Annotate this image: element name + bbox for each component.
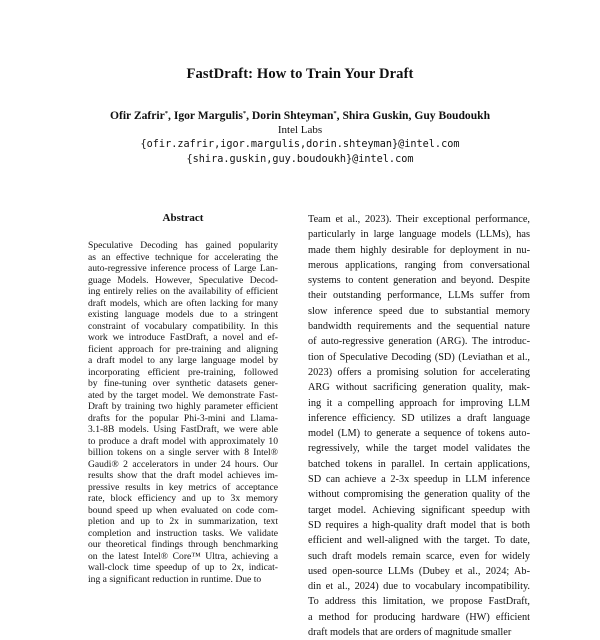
body-line: target model. Achieving significant speedup with (308, 504, 530, 516)
body-line: SD can achieve a 2-3x speedup in LLM inference (308, 474, 530, 486)
body-line: ARG without sacrificing generation quality, mak- (308, 382, 530, 394)
affiliation: Intel Labs (277, 124, 323, 136)
body-line: batched tokens in parallel. In certain applications, (308, 458, 530, 470)
abstract-line: completion and instruction tasks. We validate (88, 527, 278, 539)
abstract-line: pletion and up to 2x in summarization, text (88, 516, 278, 527)
abstract-line: draft models, which are often lacking for many (88, 297, 278, 309)
body-line: model (LM) to generate a sequence of tokens auto- (308, 428, 530, 440)
body-line: merous applications, ranging from conversational (308, 259, 530, 271)
introduction-text (308, 212, 530, 640)
abstract-line: rate, block efficiency and up to 3x memory (88, 493, 278, 504)
body-line: their outstanding performance, LLMs suffer from (308, 290, 530, 302)
abstract-line: work we introduce FastDraft, a novel and ef- (88, 332, 278, 343)
body-line: Team et al., 2023). Their exceptional performance, (308, 214, 530, 225)
author-name: Shira Guskin (342, 109, 409, 122)
abstract-line: incorporating efficient pre-training, followed (88, 366, 278, 378)
body-line: a method for producing hardware (HW) efficient (308, 611, 530, 623)
body-line: tion of Speculative Decoding (SD) (Leviathan et al., (308, 351, 530, 363)
body-line: used open-source LLMs (Dubey et al., 2024; Ab- (308, 565, 530, 577)
abstract-line: drafts for the popular Phi-3-mini and Llama- (88, 412, 278, 424)
abstract-line: guage Models. However, Speculative Decod- (88, 274, 278, 286)
abstract-line: ing entirely relies on the availability of efficient (88, 286, 278, 297)
body-line: 2023) offers a promising solution for accelerating (308, 366, 530, 378)
author-email: {ofir.zafrir,igor.margulis,dorin.shteyman}@intel.com (140, 139, 460, 150)
abstract-line: bound speed up when evaluated on code com- (88, 504, 278, 516)
abstract-line: ficient approach for pre-training and aligning (88, 343, 278, 355)
body-line: systems to content generation and beyond. Despite (308, 275, 530, 287)
abstract-text (88, 240, 278, 585)
body-line: draft models that are orders of magnitude smaller (308, 627, 512, 639)
equal-contribution-mark: * (242, 110, 247, 117)
paper-title: FastDraft: How to Train Your Draft (186, 66, 414, 82)
body-line: din et al., 2024) due to vocabulary incompatibility. (308, 581, 530, 593)
abstract-line: auto-regressive inference process of Large Lan- (88, 263, 278, 274)
abstract-line: pressive results in key metrics of acceptance (88, 481, 278, 493)
abstract-line: results show that the draft model achieves im- (88, 470, 278, 481)
abstract-line: a draft model to any large language model by (88, 355, 278, 366)
author-list: Ofir Zafrir*, Igor Margulis*, Dorin Shteyman*, Shira Guskin, Guy Boudoukh (109, 109, 491, 122)
body-line: To address this limitation, we propose FastDraft, (308, 596, 530, 608)
author-name: Igor Margulis (173, 109, 243, 122)
body-line: bandwidth requirements and the sequential nature (308, 321, 530, 333)
abstract-line: billion tokens on a single server with 8 Intel® (88, 447, 278, 458)
body-line: without compromising the generation quality of the (308, 489, 530, 501)
abstract-line: ated by the target model. We demonstrate Fast- (88, 389, 278, 401)
abstract-line: existing language models due to a stringent (88, 309, 278, 320)
abstract-line: to produce a draft model with approximately 10 (88, 435, 278, 447)
body-line: made them highly desirable for deployment in nu- (308, 244, 530, 256)
abstract-line: by fine-tuning over synthetic datasets gener- (88, 378, 278, 389)
abstract-line: on the latest Intel® Core™ Ultra, achieving a (88, 550, 278, 562)
equal-contribution-mark: * (333, 110, 337, 117)
abstract-heading: Abstract (162, 212, 204, 224)
abstract-line: Gaudi® 2 accelerators in under 24 hours. Our (88, 458, 278, 470)
body-line: of auto-regressive generation (ARG). The introduc- (308, 336, 530, 348)
body-line: regressively, while the target model validates the (308, 443, 530, 455)
body-line: inference efficiency. SD utilizes a draft language (308, 412, 530, 424)
body-line: such draft models remain scarce, even for widely (308, 550, 530, 562)
abstract-line: constraint of vocabulary compatibility. In this (88, 320, 278, 332)
author-name: Dorin Shteyman (251, 109, 334, 122)
abstract-line: as an effective technique for accelerating the (88, 251, 278, 263)
abstract-line: our theoretical findings through benchmarking (88, 539, 278, 550)
author-name: Guy Boudoukh (414, 109, 491, 122)
body-line: particularly in large language models (LLMs), has (308, 229, 530, 241)
body-line: SD requires a high-quality draft model that is both (308, 519, 530, 531)
body-line: efficient and well-aligned with the target. To date, (308, 535, 530, 547)
body-line: slow inference speed due to substantial memory (308, 305, 530, 317)
author-name: Ofir Zafrir (109, 109, 165, 122)
abstract-line: Draft by training two highly parameter efficient (88, 401, 278, 412)
abstract-line: Speculative Decoding has gained popularity (88, 240, 278, 251)
abstract-line: 3.1-8B models. Using FastDraft, we were able (88, 424, 278, 435)
author-email: {shira.guskin,guy.boudoukh}@intel.com (186, 154, 414, 165)
abstract-line: ing a significant reduction in runtime. Due to (88, 573, 262, 585)
equal-contribution-mark: * (164, 110, 169, 117)
abstract-line: wall-clock time speedup of up to 2x, indicat- (88, 562, 278, 573)
body-line: ing it a compelling approach for improving LLM (308, 397, 530, 409)
